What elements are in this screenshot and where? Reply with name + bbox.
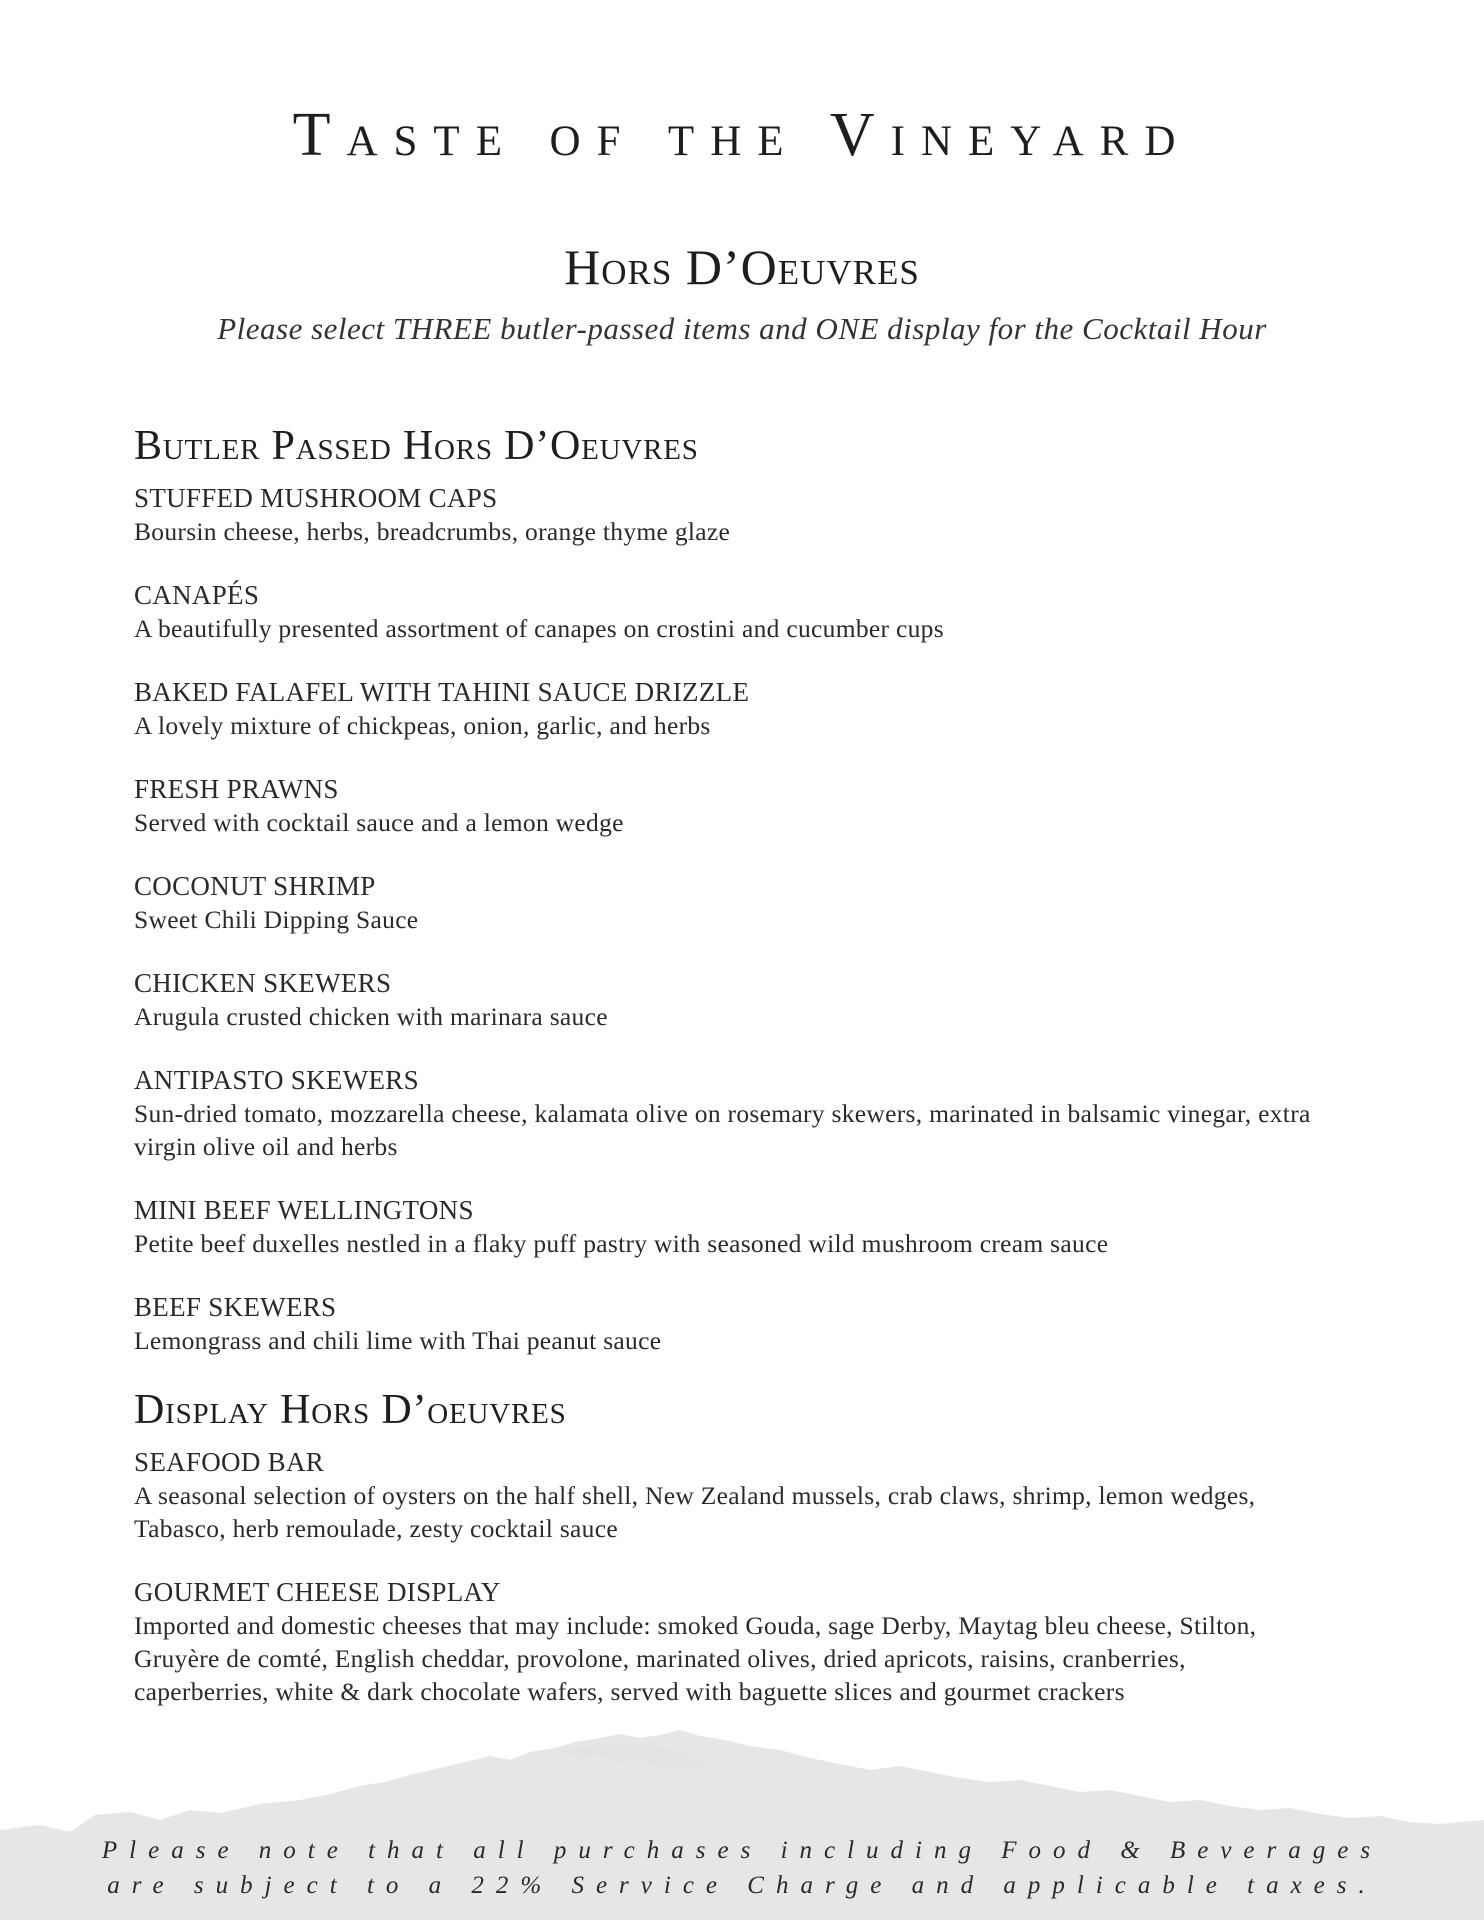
item-name: CANAPÉS: [134, 580, 260, 611]
item-name: COCONUT SHRIMP: [134, 871, 376, 902]
menu-item: [134, 773, 1324, 839]
menu-item: [134, 579, 1324, 645]
item-description: Arugula crusted chicken with marinara sauce: [134, 1002, 608, 1032]
item-description: A beautifully presented assortment of canapes on crostini and cucumber cups: [134, 614, 944, 644]
menu-item: [134, 1446, 1324, 1545]
item-name: CHICKEN SKEWERS: [134, 968, 392, 999]
footer-line-2: are subject to a 22% Service Charge and applicable taxes.: [107, 1872, 1377, 1899]
item-name: STUFFED MUSHROOM CAPS: [134, 483, 498, 514]
item-name: FRESH PRAWNS: [134, 774, 339, 805]
item-description: A seasonal selection of oysters on the half shell, New Zealand mussels, crab claws, shrimp, lemon wedges, Tabasco, herb remoulade, zesty cocktail sauce: [134, 1481, 1256, 1544]
butler-passed-heading: Butler Passed Hors D’Oeuvres: [134, 423, 699, 469]
display-heading: Display Hors D’oeuvres: [134, 1387, 567, 1434]
menu-item: [134, 482, 1324, 548]
menu-item: [134, 676, 1324, 742]
item-name: BAKED FALAFEL WITH TAHINI SAUCE DRIZZLE: [134, 677, 750, 708]
menu-item: [134, 1576, 1324, 1708]
service-charge-note: [0, 1833, 1484, 1903]
menu-item: [134, 1291, 1324, 1357]
item-name: ANTIPASTO SKEWERS: [134, 1065, 419, 1096]
menu-item: [134, 870, 1324, 936]
item-name: BEEF SKEWERS: [134, 1292, 337, 1323]
section-title: Hors D’Oeuvres: [564, 239, 920, 295]
menu-item: [134, 967, 1324, 1033]
item-description: Sun-dried tomato, mozzarella cheese, kalamata olive on rosemary skewers, marinated in balsamic vinegar, extra virgin olive oil and herbs: [134, 1099, 1311, 1162]
item-description: Lemongrass and chili lime with Thai peanut sauce: [134, 1326, 662, 1356]
menu-title: Taste of the Vineyard: [292, 101, 1192, 169]
item-description: Served with cocktail sauce and a lemon wedge: [134, 808, 624, 838]
item-name: MINI BEEF WELLINGTONS: [134, 1195, 474, 1226]
selection-instructions: Please select THREE butler-passed items and ONE display for the Cocktail Hour: [217, 311, 1267, 346]
item-description: Petite beef duxelles nestled in a flaky puff pastry with seasoned wild mushroom cream sauce: [134, 1229, 1109, 1259]
menu-item: [134, 1194, 1324, 1260]
item-description: Boursin cheese, herbs, breadcrumbs, orange thyme glaze: [134, 517, 731, 547]
item-description: Sweet Chili Dipping Sauce: [134, 905, 419, 935]
menu-content: [134, 424, 1324, 1739]
item-description: A lovely mixture of chickpeas, onion, garlic, and herbs: [134, 711, 711, 741]
item-name: SEAFOOD BAR: [134, 1447, 325, 1478]
item-name: GOURMET CHEESE DISPLAY: [134, 1577, 501, 1608]
menu-item: [134, 1064, 1324, 1163]
footer-line-1: Please note that all purchases including Food & Beverages: [101, 1837, 1383, 1864]
item-description: Imported and domestic cheeses that may include: smoked Gouda, sage Derby, Maytag bleu cheese, Stilton, Gruyère de comté, English cheddar, provolone, marinated olives, dried apricots, raisins, cranberries, caperberries, white & dark chocolate wafers, served with baguette slices and gourmet crackers: [134, 1611, 1257, 1707]
